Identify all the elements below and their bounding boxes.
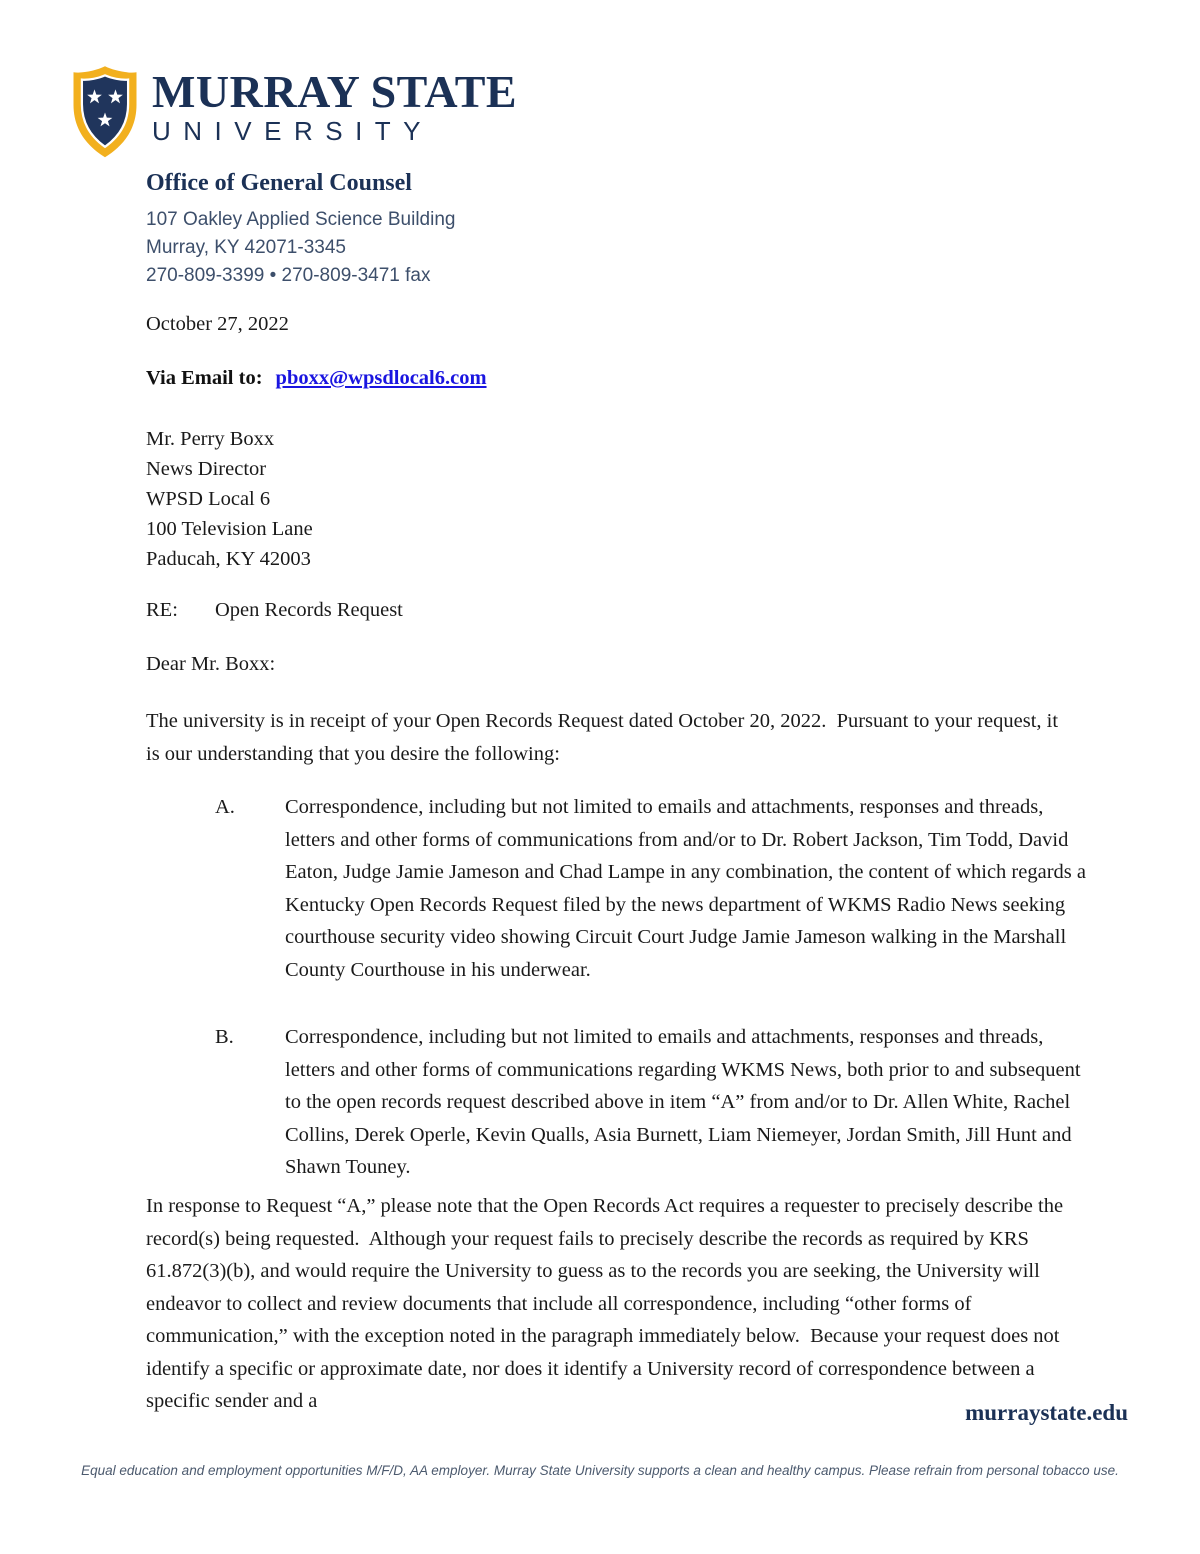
footer-notice: Equal education and employment opportunities M/F/D, AA employer. Murray State University supports a clean and healthy campus. Please refrain from personal tobacco use. [81,1463,1119,1478]
brand-university: UNIVERSITY [152,116,434,146]
via-email-label: Via Email to: [146,367,263,389]
recipient-title: News Director [146,458,267,480]
request-item-b [215,1021,1090,1184]
letter-date: October 27, 2022 [146,313,289,335]
address-line-3: 270-809-3399 • 270-809-3471 fax [146,265,431,286]
university-shield-icon [70,64,140,161]
recipient-block [146,424,313,574]
email-link[interactable]: pboxx@wpsdlocal6.com [275,367,487,389]
request-item-a [215,791,1090,986]
re-value: Open Records Request [215,599,403,621]
recipient-name: Mr. Perry Boxx [146,428,275,450]
recipient-company: WPSD Local 6 [146,488,271,510]
footer-website: murraystate.edu [965,1400,1128,1425]
item-b-label: B. [215,1026,234,1048]
intro-paragraph: The university is in receipt of your Open Records Request dated October 20, 2022. Pursuant to your request, it is our understanding that you desire the following: [146,710,1064,765]
closing-paragraph: In response to Request “A,” please note that the Open Records Act requires a requester to precisely describe the record(s) being requested. Although your request fails to precisely describe the records as required by KRS 61.872(3)(b), and would require the University to guess as to the records you are seeking, the University will endeavor to collect and review documents that include all correspondence, including “other forms of communication,” with the exception noted in the paragraph immediately below. Because your request does not identify a specific or approximate date, nor does it identify a University record of correspondence between a specific sender and a [146,1195,1069,1412]
office-title: Office of General Counsel [146,170,412,196]
letterhead [70,64,517,161]
department-address [146,206,455,290]
address-line-1: 107 Oakley Applied Science Building [146,209,456,230]
brand-name: MURRAY STATE [152,66,518,117]
re-line [146,599,403,622]
address-line-2: Murray, KY 42071-3345 [146,237,346,258]
recipient-street: 100 Television Lane [146,518,313,540]
item-b-text: Correspondence, including but not limited to emails and attachments, responses and threads, letters and other forms of communications regarding WKMS News, both prior to and subsequent to the open records request described above in item “A” from and/or to Dr. Allen White, Rachel Collins, Derek Operle, Kevin Qualls, Asia Burnett, Liam Niemeyer, Jordan Smith, Jill Hunt and Shawn Touney. [285,1026,1086,1178]
re-label: RE: [146,599,178,621]
via-email-line [146,367,487,390]
recipient-city: Paducah, KY 42003 [146,548,311,570]
salutation: Dear Mr. Boxx: [146,653,276,675]
brand-wordmark [152,64,517,146]
item-a-label: A. [215,796,235,818]
item-a-text: Correspondence, including but not limited to emails and attachments, responses and threads, letters and other forms of communications from and/or to Dr. Robert Jackson, Tim Todd, David Eaton, Judge Jamie Jameson and Chad Lampe in any combination, the content of which regards a Kentucky Open Records Request filed by the news department of WKMS Radio News seeking courthouse security video showing Circuit Court Judge Jamie Jameson walking in the Marshall County Courthouse in his underwear. [285,796,1092,981]
